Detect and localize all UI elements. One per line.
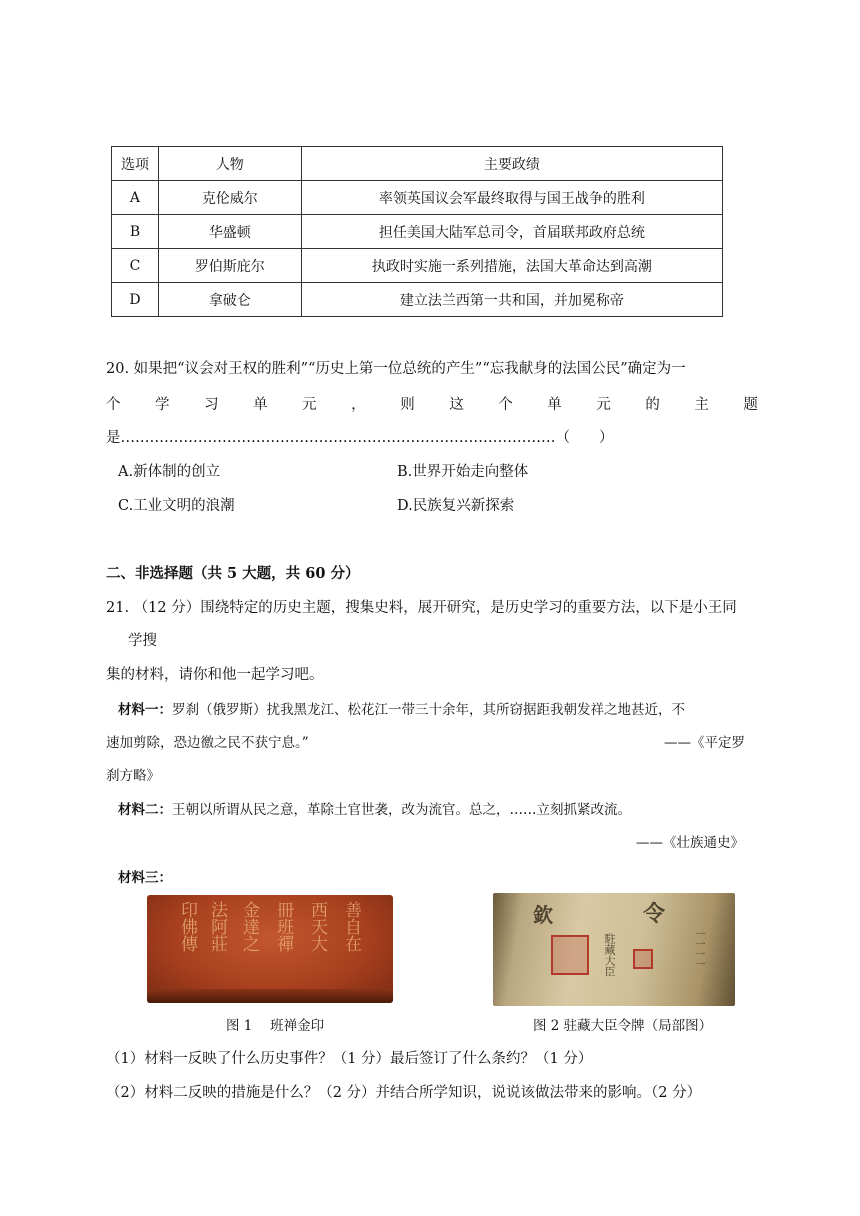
q20-char: 学	[155, 397, 170, 413]
q20-char: 则	[400, 397, 415, 413]
table-cell: D	[112, 283, 159, 317]
table-cell: 华盛顿	[158, 215, 301, 249]
material-2-text: 王朝以所谓从民之意，革除土官世袭，改为流官。总之，……立刻抓紧改流。	[172, 802, 631, 818]
table-cell: 拿破仑	[158, 283, 301, 317]
options-table	[111, 146, 723, 317]
fig2-caption: 图 2 驻藏大臣令牌（局部图）	[533, 1018, 713, 1034]
table-row	[112, 181, 723, 215]
material-1-source: ——《平定罗	[664, 735, 745, 751]
table-row	[112, 215, 723, 249]
q21-line3: 集的材料，请你和他一起学习吧。	[106, 667, 324, 683]
material-2	[118, 800, 768, 820]
material-1-source-2: 刹方略》	[106, 768, 160, 784]
table-row	[112, 283, 723, 317]
q20-line2	[106, 395, 758, 415]
q20-option-b: B.世界开始走向整体	[397, 464, 529, 480]
table-cell: 罗伯斯庇尔	[158, 249, 301, 283]
q20-line3: 是………………………………………………………………………………（ ）	[106, 430, 614, 446]
q20-char: 的	[645, 397, 660, 413]
table-cell: 执政时实施一系列措施，法国大革命达到高潮	[301, 249, 722, 283]
material-2-source: ——《壮族通史》	[636, 835, 744, 851]
fig1-caption: 图 1 班禅金印	[226, 1018, 325, 1034]
q20-option-a: A.新体制的创立	[118, 464, 221, 480]
table-header-cell: 选项	[112, 147, 159, 181]
material-1	[118, 700, 768, 720]
material-3-label: 材料三：	[118, 870, 172, 886]
table-header-cell: 主要政绩	[301, 147, 722, 181]
material-1-text-2: 速加剪除，恐边徼之民不获宁息。”	[106, 735, 309, 751]
q20-char: 这	[449, 397, 464, 413]
q20-char: 主	[694, 397, 709, 413]
q20-char: 元	[596, 397, 611, 413]
q20-char: 个	[106, 397, 121, 413]
table-cell: B	[112, 215, 159, 249]
q20-char: 题	[743, 397, 758, 413]
section-title: 二、非选择题（共 5 大题，共 60 分）	[106, 565, 360, 582]
table-header-cell: 人物	[158, 147, 301, 181]
material-2-label: 材料二：	[118, 802, 172, 818]
sub-question-2: （2）材料二反映的措施是什么？（2 分）并结合所学知识，说说该做法带来的影响。（2 分）	[106, 1085, 702, 1101]
table-cell: C	[112, 249, 159, 283]
table-cell: 克伦威尔	[158, 181, 301, 215]
table-header-row	[112, 147, 723, 181]
minister-token-image: 欽 令 駐藏大臣 一一一一	[493, 893, 735, 1006]
q20-char: ，	[351, 397, 366, 413]
q20-char: 单	[253, 397, 268, 413]
table-cell: 担任美国大陆军总司令，首届联邦政府总统	[301, 215, 722, 249]
q20-line1: 20. 如果把“议会对王权的胜利”“历史上第一位总统的产生”“忘我献身的法国公民”确定为一	[106, 361, 686, 377]
q20-option-d: D.民族复兴新探索	[397, 498, 515, 514]
q20-char: 单	[547, 397, 562, 413]
table-cell: A	[112, 181, 159, 215]
q20-char: 个	[498, 397, 513, 413]
q21-line2: 学搜	[128, 633, 157, 649]
panchen-gold-seal-image: 印佛傳 法阿莊 金達之 冊班禪 西天大 善自在	[147, 895, 393, 1003]
sub-question-1: （1）材料一反映了什么历史事件？（1 分）最后签订了什么条约？（1 分）	[106, 1051, 593, 1067]
q20-char: 习	[204, 397, 219, 413]
table-row	[112, 249, 723, 283]
material-1-label: 材料一：	[118, 702, 172, 718]
q21-line1: 21. （12 分）围绕特定的历史主题，搜集史料，展开研究，是历史学习的重要方法，以下是小王同	[106, 600, 737, 616]
table-cell: 率领英国议会军最终取得与国王战争的胜利	[301, 181, 722, 215]
table-cell: 建立法兰西第一共和国，并加冕称帝	[301, 283, 722, 317]
q20-option-c: C.工业文明的浪潮	[118, 498, 235, 514]
q20-char: 元	[302, 397, 317, 413]
material-1-text: 罗刹（俄罗斯）扰我黑龙江、松花江一带三十余年，其所窃据距我朝发祥之地甚近，不	[172, 702, 685, 718]
